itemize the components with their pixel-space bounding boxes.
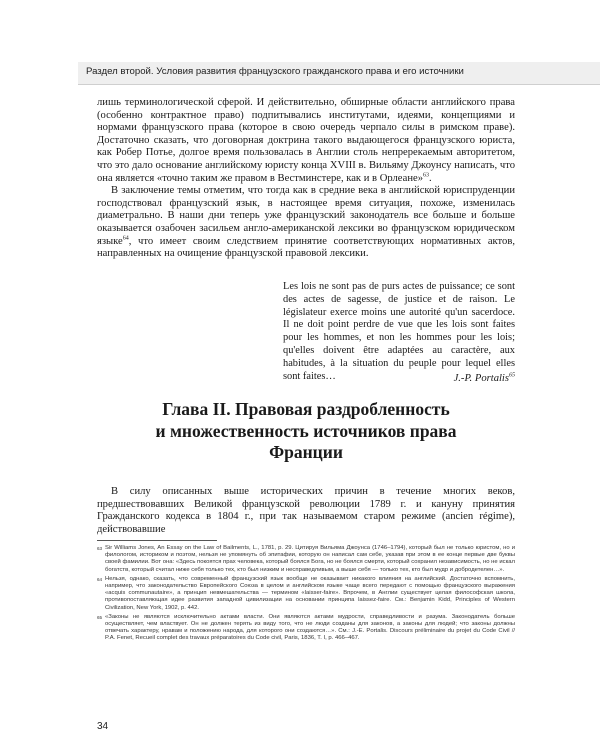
epigraph <box>283 281 515 383</box>
footnote-ref[interactable]: 63 <box>423 172 429 179</box>
epigraph-author <box>283 373 515 384</box>
footnote-number: 64 <box>97 576 103 582</box>
paragraph-text: , что имеет своим следствием принятие соответствующих нормативных актов, направленных на очищение французской правовой лексики. <box>97 235 515 260</box>
footnote-text: Нельзя, однако, сказать, что современный французский язык вообще не оказывает никакого влияния на английский. Достаточно вспомнить, например, что законодательство Европейского Союза в целом и английском языке чаще всего передают с помощью французского выражения «acquis communautaire», а принцип невмешательства — термином «laisser-faire». Впрочем, в Англии существует целая философская школа, противопоставляющая идее развития западной цивилизации на основании принципа laissez-faire. См.: Benjamin Kidd, Principles of Western Civilization, New York, 1902, p. 442. <box>105 575 515 611</box>
footnote-text: Sir Williams Jones, An Essay on the Law of Bailments, L., 1781, p. 29. Цитируя Вильяма Джоунса (1746–1794), который был не только юристом, но и филологом, историком и поэтом, нельзя не упомянуть об эпитафии, которую он написал сам себе, указав при этом в ее конце первые две буквы своей фамилии. Вот она: «Здесь покоятся прах человека, который боялся Бога, но не боялся смерти, который сохранил независимость, но не искал богатств, который считал ниже себя только тех, кто был низким и несправедливым, а выше себя — только тех, кто был мудр и добродетелен…». <box>105 545 515 573</box>
paragraph-text: лишь терминологической сферой. И действительно, обширные области английского права (особенно контрактное право) подпитывались институтами, идеями, концепциями и нормами французского права (которое в свою очередь черпало силы в римском праве). Достаточно сказать, что договорная доктрина такого выдающегося французского юриста, как Робер Потье, долгое время пользовалась в Англии столь непререкаемым авторитетом, что это дало основание английскому юристу конца XVIII в. Вильяму Джоунсу написать, что она является «точно таким же правом в Вестминстере, как и в Орлеане» <box>97 97 515 184</box>
footnote-number: 65 <box>97 614 103 620</box>
footnote <box>97 545 515 574</box>
footnotes <box>97 545 515 645</box>
epigraph-text: Les lois ne sont pas de purs actes de puissance; ce sont des actes de sagesse, de justice et de raison. Le législateur exerce moins une autorité qu'un sacerdoce. Il ne doit point perdre de vue que les lois sont faites pour les hommes, et non les hommes pour les lois; qu'elles doivent être adaptées au caractère, aux habitudes, à la situation du peuple pour lequel elles sont faites… <box>283 281 515 382</box>
epigraph-author-name: J.-P. Portalis <box>453 373 509 384</box>
paragraph: лишь терминологической сферой. И действительно, обширные области английского права (особенно контрактное право) подпитывались институтами, идеями, концепциями и нормами французского права (которое в свою очередь черпало силы в римском праве). Достаточно сказать, что договорная доктрина такого выдающегося французского юриста, как Робер Потье, долгое время пользовалась в Англии столь непререкаемым авторитетом, что это дало основание английскому юристу конца XVIII в. Вильяму Джоунсу написать, что она является «точно таким же правом в Вестминстере, как и в Орлеане»$^{63}$. <box>97 97 515 184</box>
chapter-title-line: Глава II. Правовая раздробленность <box>162 399 450 419</box>
body-text-bottom <box>97 486 515 536</box>
chapter-title-line: Франции <box>269 442 343 462</box>
body-text-top <box>97 97 515 261</box>
footnote-number: 63 <box>97 546 103 551</box>
footnote-divider <box>97 540 217 541</box>
page-number: 34 <box>97 721 109 732</box>
footnote-ref[interactable]: 65 <box>509 372 515 379</box>
paragraph: В силу описанных выше исторических причин в течение многих веков, предшествовавших Великой французской революции 1789 г. и кануну принятия Гражданского кодекса в 1804 г., при так называемом старом режиме (ancien régime), действовавшие <box>97 486 515 535</box>
footnote-text: «Законы не являются исключительно актами власти. Они являются актами мудрости, справедливости и разума. Законодатель больше осуществляет, чем властвует. Он не должен терять из виду того, что не люди созданы для законов, а законы для людей; что законы должны отвечать характеру, нравам и положению народа, для которого они создаются…». См.: J.-E. Portalis. Discours préliminaire du projet du Code Civil // P.A. Fenet, Recueil complet des travaux préparatoires du Code civil, Paris, 1836, T. I, p. 466–467. <box>105 613 515 642</box>
footnote-ref[interactable]: 64 <box>122 235 129 241</box>
chapter-title-line: и множественность источников права <box>155 420 457 441</box>
chapter-title <box>97 399 515 464</box>
paragraph <box>97 185 515 261</box>
paragraph-text: В заключение темы отметим, что тогда как в средние века в английской юриспруденции господствовал французский язык, в настоящее время ситуация, похоже, изменилась диаметрально. В наши дни теперь уже французский законодатель все больше и больше оказывается озабочен засильем англо-американской лексики во французском юридическом языке <box>97 185 515 247</box>
section-title: Раздел второй. Условия развития французского гражданского права и его источники <box>86 66 464 77</box>
running-header <box>78 62 600 85</box>
footnote <box>97 614 515 643</box>
footnote <box>97 576 515 612</box>
